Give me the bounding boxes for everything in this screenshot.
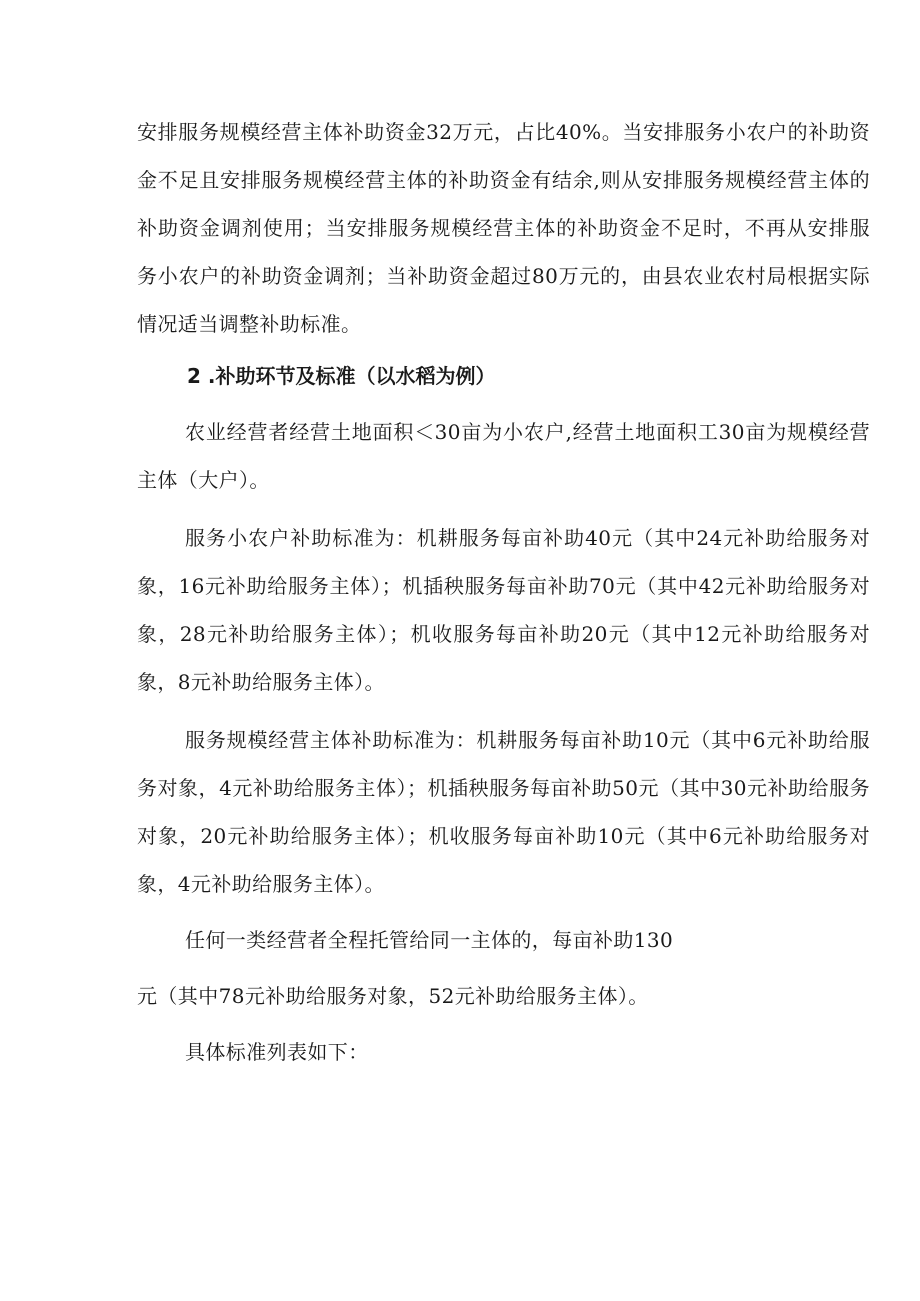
section-heading-subsidy-standards: 2 .补助环节及标准（以水稻为例） <box>187 364 496 388</box>
paragraph-subsidy-allocation: 安排服务规模经营主体补助资金32万元，占比40%。当安排服务小农户的补助资金不足且安排服务规模经营主体的补助资金有结余,则从安排服务规模经营主体的补助资金调剂使用；当安排服务规模经营主体的补助资金不足时，不再从安排服务小农户的补助资金调剂；当补助资金超过80万元的，由县农业农村局根据实际情况适当调整补助标准。 <box>137 120 870 336</box>
document-body <box>137 108 870 1076</box>
paragraph-full-custody-line2: 元（其中78元补助给服务对象，52元补助给服务主体）。 <box>137 984 649 1008</box>
paragraph-full-custody-line1: 任何一类经营者全程托管给同一主体的，每亩补助130 <box>185 928 674 952</box>
paragraph-land-area-definition: 农业经营者经营土地面积＜30亩为小农户,经营土地面积工30亩为规模经营主体（大户）。 <box>137 420 870 492</box>
paragraph-smallholder-standard: 服务小农户补助标准为：机耕服务每亩补助40元（其中24元补助给服务对象，16元补助给服务主体）；机插秧服务每亩补助70元（其中42元补助给服务对象，28元补助给服务主体）；机收服务每亩补助20元（其中12元补助给服务对象，8元补助给服务主体）。 <box>137 526 870 694</box>
paragraph-large-scale-standard: 服务规模经营主体补助标准为：机耕服务每亩补助10元（其中6元补助给服务对象，4元补助给服务主体）；机插秧服务每亩补助50元（其中30元补助给服务对象，20元补助给服务主体）；机收服务每亩补助10元（其中6元补助给服务对象，4元补助给服务主体）。 <box>137 728 870 896</box>
paragraph-table-intro: 具体标准列表如下： <box>185 1040 369 1064</box>
